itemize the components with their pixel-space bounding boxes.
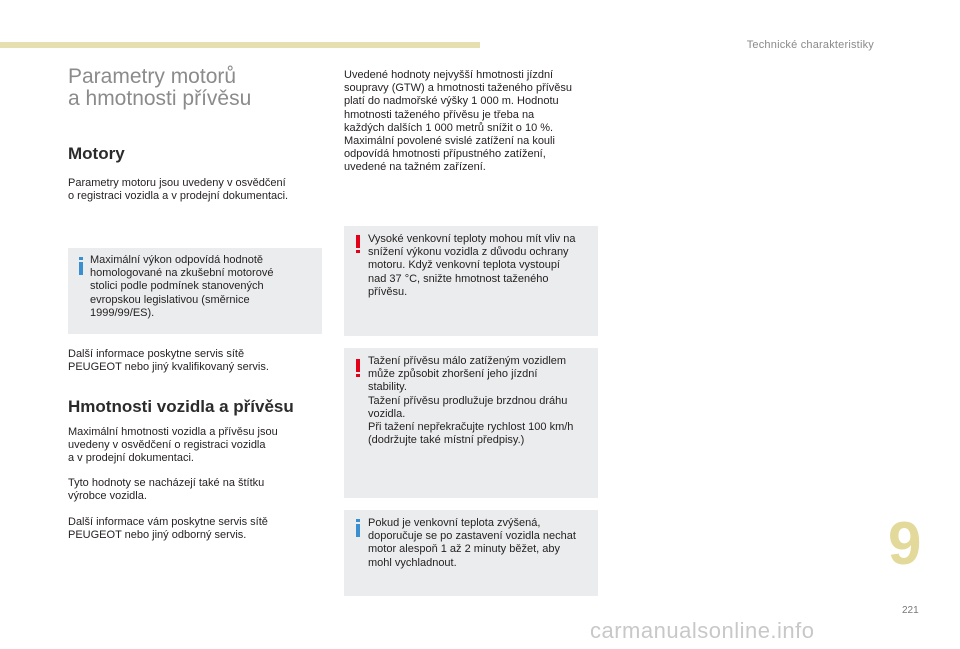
text-line: Tyto hodnoty se nacházejí také na štítku bbox=[68, 477, 265, 489]
text-line: Další informace vám poskytne servis sítě bbox=[68, 516, 268, 528]
text-line: mohl vychladnout. bbox=[368, 556, 457, 569]
text-line: Další informace poskytne servis sítě bbox=[68, 348, 245, 360]
text-line: Maximální povolené svislé zatížení na kouli bbox=[344, 135, 555, 148]
page-title-line2: a hmotnosti přívěsu bbox=[68, 87, 252, 110]
text-line: homologované na zkušební motorové bbox=[90, 267, 274, 280]
info-note-text bbox=[368, 517, 576, 570]
text-line: hmotnosti taženého přívěsu je třeba na bbox=[344, 108, 535, 121]
warning-note-text bbox=[368, 233, 575, 299]
info-icon bbox=[79, 257, 83, 275]
towing-weight-paragraph bbox=[344, 69, 572, 175]
warning-note-towing bbox=[344, 348, 598, 498]
warning-note-text bbox=[368, 355, 573, 447]
warning-icon bbox=[356, 359, 360, 377]
hmotnosti-paragraph-1 bbox=[68, 426, 278, 466]
text-line: stolici podle podmínek stanovených bbox=[90, 280, 264, 293]
text-line: Pokud je venkovní teplota zvýšená, bbox=[368, 517, 541, 529]
text-line: motor alespoň 1 až 2 minuty běžet, aby bbox=[368, 543, 560, 556]
text-line: soupravy (GTW) a hmotnosti taženého přívěsu bbox=[344, 82, 573, 95]
section-label: Technické charakteristiky bbox=[746, 39, 874, 51]
text-line: vozidla. bbox=[368, 407, 406, 420]
text-line: (dodržujte také místní předpisy.) bbox=[368, 434, 525, 447]
text-line: může způsobit zhoršení jeho jízdní bbox=[368, 368, 538, 381]
text-line: Vysoké venkovní teploty mohou mít vliv na bbox=[368, 233, 576, 245]
text-line: snížení výkonu vozidla z důvodu ochrany bbox=[368, 246, 569, 259]
page-title bbox=[68, 66, 328, 110]
text-line: výrobce vozidla. bbox=[68, 490, 147, 503]
warning-note-temperature bbox=[344, 226, 598, 336]
text-line: uvedeny v osvědčení o registraci vozidla bbox=[68, 439, 266, 452]
hmotnosti-paragraph-3 bbox=[68, 516, 268, 542]
text-line: Maximální hmotnosti vozidla a přívěsu jsou bbox=[68, 426, 278, 438]
info-note-text bbox=[90, 254, 273, 320]
text-line: přívěsu. bbox=[368, 285, 408, 298]
page-number: 221 bbox=[902, 605, 919, 616]
text-line: Při tažení nepřekračujte rychlost 100 km/h bbox=[368, 421, 574, 434]
text-line: evropskou legislativou (směrnice bbox=[90, 293, 250, 306]
text-line: PEUGEOT nebo jiný kvalifikovaný servis. bbox=[68, 361, 269, 374]
text-line: Tažení přívěsu málo zatíženým vozidlem bbox=[368, 355, 567, 367]
page-title-line1: Parametry motorů bbox=[68, 65, 237, 88]
chapter-number: 9 bbox=[888, 510, 922, 577]
text-line: každých dalších 1 000 metrů snížit o 10 %. bbox=[344, 121, 554, 134]
text-line: odpovídá hmotnosti přípustného zatížení, bbox=[344, 148, 546, 161]
text-line: doporučuje se po zastavení vozidla nechat bbox=[368, 530, 576, 543]
text-line: a v prodejní dokumentaci. bbox=[68, 452, 194, 465]
text-line: Parametry motoru jsou uvedeny v osvědčení bbox=[68, 177, 286, 189]
motory-paragraph-1 bbox=[68, 177, 288, 203]
motory-paragraph-2 bbox=[68, 348, 269, 374]
info-note-cooling bbox=[344, 510, 598, 596]
info-icon bbox=[356, 519, 360, 537]
warning-icon bbox=[356, 235, 360, 253]
text-line: nad 37 °C, snižte hmotnost taženého bbox=[368, 272, 549, 285]
header-accent-bar bbox=[0, 42, 480, 48]
heading-hmotnosti: Hmotnosti vozidla a přívěsu bbox=[68, 397, 294, 416]
text-line: Tažení přívěsu prodlužuje brzdnou dráhu bbox=[368, 394, 568, 407]
text-line: o registraci vozidla a v prodejní dokumentaci. bbox=[68, 190, 289, 203]
hmotnosti-paragraph-2 bbox=[68, 477, 264, 503]
text-line: platí do nadmořské výšky 1 000 m. Hodnotu bbox=[344, 95, 559, 108]
text-line: uvedené na tažném zařízení. bbox=[344, 161, 486, 174]
text-line: Maximální výkon odpovídá hodnotě bbox=[90, 254, 264, 266]
text-line: 1999/99/ES). bbox=[90, 306, 155, 319]
text-line: motoru. Když venkovní teplota vystoupí bbox=[368, 259, 560, 272]
text-line: stability. bbox=[368, 381, 407, 394]
watermark: carmanualsonline.info bbox=[590, 618, 815, 643]
text-line: Uvedené hodnoty nejvyšší hmotnosti jízdní bbox=[344, 69, 554, 81]
heading-motory: Motory bbox=[68, 144, 125, 163]
info-note-motory bbox=[68, 248, 322, 334]
text-line: PEUGEOT nebo jiný odborný servis. bbox=[68, 529, 247, 542]
